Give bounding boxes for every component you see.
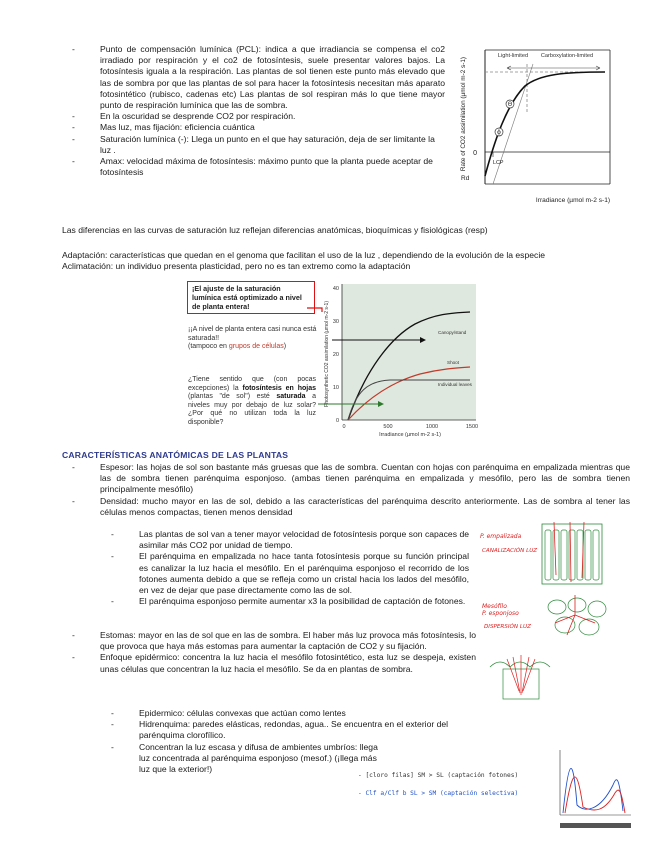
- sketch-label-canalizacion: CANALIZACIÓN LUZ: [482, 548, 538, 554]
- sketch1-cell: [545, 530, 551, 580]
- anat-sublist-densidad: [139, 529, 469, 607]
- note1-text-c: ): [283, 343, 287, 351]
- note1-text-b: (tampoco en: [188, 343, 227, 351]
- callout-saturacion: ¡El ajuste de la saturación lumínica está optimizado a nivel de planta entera!: [187, 281, 315, 314]
- spectrum-curve-chla: [563, 768, 623, 813]
- sketch-esponjoso-text: P. esponjoso: [482, 610, 519, 617]
- anat-list-estomas: [100, 630, 476, 675]
- graph1-ylabel: Rate of CO2 assimilation (µmol m-2 s-1): [460, 56, 467, 172]
- bullet-amax: - Amax: velocidad máxima de fotosíntesis: máximo punto que la planta puede aceptar de fotosíntesis: [100, 156, 445, 178]
- bullet-densidad: - Densidad: mucho mayor en las de sol, debido a las características del parénquima descrito anteriormente. Las de sombra al tener las células menos compactas, tienen menos densidad: [100, 496, 630, 518]
- note2-text-e: a niveles muy por debajo de luz solar? ¿Por qué no utilizan toda la luz disponible?: [188, 393, 316, 426]
- graph1-phi: ϕ: [497, 129, 501, 136]
- note2-text-c: (plantas "de sol") esté: [188, 393, 270, 401]
- graph1-xlabel: Irradiance (µmol m-2 s-1): [535, 197, 611, 204]
- sketch-label-dispersion: DISPERSIÓN LUZ: [484, 624, 531, 630]
- para-adaptacion: Adaptación: características que quedan en el genoma que facilitan el uso de la luz , dependiendo de la evolución de la especie: [62, 250, 546, 260]
- graph2-label-shoot: Shoot: [447, 360, 460, 365]
- graph1-theta: Θ: [507, 101, 513, 108]
- sketch-mesofilo-text: Mesófilo: [482, 603, 507, 610]
- bullet-oscuridad: - En la oscuridad se desprende CO2 por respiración.: [100, 111, 445, 122]
- bullet-estomas: - Estomas: mayor en las de sol que en las de sombra. El haber más luz provoca más fotosíntesis, lo que provoca que haya más estomas para aumentar la captación de CO2 y su fijación.: [100, 630, 476, 652]
- graph2-ytick-10: 10: [332, 385, 339, 391]
- graph2-xtick-1500: 1500: [465, 424, 479, 430]
- para-diferencias: Las diferencias en las curvas de saturación luz reflejan diferencias anatómicas, bioquímicas y fisiológicas (resp): [62, 225, 488, 235]
- note1-text-a: ¡¡A nivel de planta entera casi nunca está saturada!!: [188, 326, 317, 342]
- bullet-eficiencia: - Mas luz, mas fijación: eficiencia cuántica: [100, 122, 445, 133]
- note-hojas-sol: [188, 376, 316, 428]
- top-bullet-list: [100, 44, 445, 178]
- note1-highlight: grupos de células: [228, 343, 284, 351]
- sketch2-cell: [588, 601, 606, 617]
- section-title-anatomicas: CARACTERÍSTICAS ANATÓMICAS DE LAS PLANTAS: [62, 450, 289, 460]
- sketch1-cell: [585, 530, 591, 580]
- graph1-arrow-right: [527, 66, 600, 70]
- graph2-ylabel: Photosynthetic CO2 assimilation (µmol m-2 s-1): [324, 301, 330, 407]
- graph1-initial-slope: [493, 64, 533, 184]
- graph2-ytick-40: 40: [332, 286, 339, 292]
- graph2-arrows: [300, 300, 440, 410]
- graph2-xtick-1000: 1000: [425, 424, 439, 430]
- spectrum-colorbar: [560, 823, 631, 828]
- bullet-enfoque: - Enfoque epidérmico: concentra la luz hacia el mesófilo fotosintético, esta luz se despeja, existen unas células que concentran la luz hacia el mesófilo. Se da en plantas de sombra.: [100, 652, 476, 674]
- sub-bullet-hidrenquima: - Hidrenquima: paredes elásticas, redondas, agua.. Se encuentra en el exterior del parénquima clorofílico.: [139, 719, 475, 741]
- sketch-empalizada: [540, 520, 605, 590]
- graph2-ytick-20: 20: [332, 352, 339, 358]
- sketch2-cell: [548, 600, 566, 614]
- note2-text-b: fotosíntesis en hojas: [242, 384, 316, 392]
- graph2-ytick-0: 0: [335, 418, 339, 424]
- sketch-epidermis: [485, 655, 560, 705]
- bullet-saturacion: - Saturación lumínica (-): Llega un punto en el que hay saturación, deja de ser limitante la luz .: [100, 134, 445, 156]
- hand-note-clf: - Clf a/Clf b SL > SM (captación selectiva): [358, 790, 519, 797]
- sub-bullet-empalizada: - El parénquima en empalizada no hace tanta fotosíntesis porque su función principal es canalizar la luz hacia el mesófilo. En el parénquima esponjoso el recorrido de los fotones aumenta debido a que se refleja como un cristal hacia los lados del mesófilo, en vez de dejar que pase directamente como las de sol.: [139, 551, 469, 596]
- sketch-label-mesofilo: [482, 603, 542, 617]
- graph1-light-limited: Light-limited: [497, 53, 529, 59]
- sketch-label-empalizada: [480, 533, 540, 540]
- note2-text-a: ¿Tiene sentido que (con pocas excepciones) la: [188, 376, 316, 392]
- para-aclimatacion: Aclimatación: un individuo presenta plasticidad, pero no es tan extremo como la adaptación: [62, 261, 411, 271]
- anat-list-top: [100, 462, 630, 518]
- sub-bullet-epidermico: - Epidermico: células convexas que actúan como lentes: [139, 708, 475, 719]
- graph1-carboxylation-limited: Carboxylation-limited: [540, 53, 594, 59]
- graph2-xlabel: Irradiance (µmol m-2 s-1): [379, 432, 441, 438]
- graph2-ytick-30: 30: [332, 319, 339, 325]
- absorption-spectrum-mini: [555, 745, 635, 830]
- note2-text-d: saturada: [276, 393, 306, 401]
- sketch3-light-rays: [507, 655, 535, 695]
- sketch1-cell: [561, 530, 567, 580]
- arrow-head-canopy: [420, 337, 426, 343]
- sketch2-cell: [579, 619, 599, 635]
- graph1-rd: Rd: [461, 175, 470, 182]
- bullet-pcl: - Punto de compensación lumínica (PCL): indica a que irradiancia se compensa el co2 irradiado por respiración y el co2 de fotosíntesis, suele presentar valores bajos. La fotosíntesis iguala a la respiración. Las plantas de sol tienen este punto más elevado que las de sombra por que las plantas de sol para hacer la fotosíntesis necesitan más aparato fotosintético (rubisco, cadenas etc) Las plantas de sol respiran más lo que tiene mayor punto de respiración lumínica que las de sombra.: [100, 44, 445, 111]
- graph2-xtick-500: 500: [383, 424, 393, 430]
- callout-connector: [307, 308, 322, 312]
- anat-sublist-enfoque: [139, 708, 475, 775]
- graph2-label-leaf: Individual leaves: [438, 382, 472, 387]
- arrow-head-leaf: [378, 401, 384, 407]
- graph1-zero: 0: [473, 150, 477, 157]
- bullet-espesor: - Espesor: las hojas de sol son bastante más gruesas que las de sombra. Cuentan con hojas con parénquima en empalizada mientras que las de sombra tienen parénquima esponjoso. (ambas tienen parénquima en empalizada y mesófilo, pero las de sombra tienen principalmente mesófilo): [100, 462, 630, 496]
- hand-note-clorofilas: - [cloro filas] SM > SL (captación fotones): [358, 772, 519, 779]
- sketch3-epidermis: [490, 662, 550, 667]
- sub-bullet-umbrios: - Concentran la luz escasa y difusa de ambientes umbríos: llega luz concentrada al parénquima esponjoso (mesof.) (¡llega más luz que la exterior!): [139, 742, 389, 776]
- graph1-lcp: LCP: [493, 160, 504, 166]
- sketch2-cell: [568, 598, 586, 612]
- graph2-label-canopy: Canopy/stand: [438, 330, 467, 335]
- spectrum-curve-chlb: [565, 777, 625, 813]
- sketch-empalizada-text: P. empalizada: [480, 533, 522, 540]
- light-response-graph: [455, 44, 615, 212]
- sketch1-cell: [593, 530, 599, 580]
- graph1-arrow-left: [507, 66, 527, 70]
- sub-bullet-esponjoso: - El parénquima esponjoso permite aumentar x3 la posibilidad de captación de fotones.: [139, 596, 469, 607]
- graph2-xtick-0: 0: [342, 424, 346, 430]
- sub-bullet-velocidad: - Las plantas de sol van a tener mayor velocidad de fotosíntesis porque son capaces de asimilar más CO2 por unidad de tiempo.: [139, 529, 469, 551]
- sketch-esponjoso: [545, 595, 610, 640]
